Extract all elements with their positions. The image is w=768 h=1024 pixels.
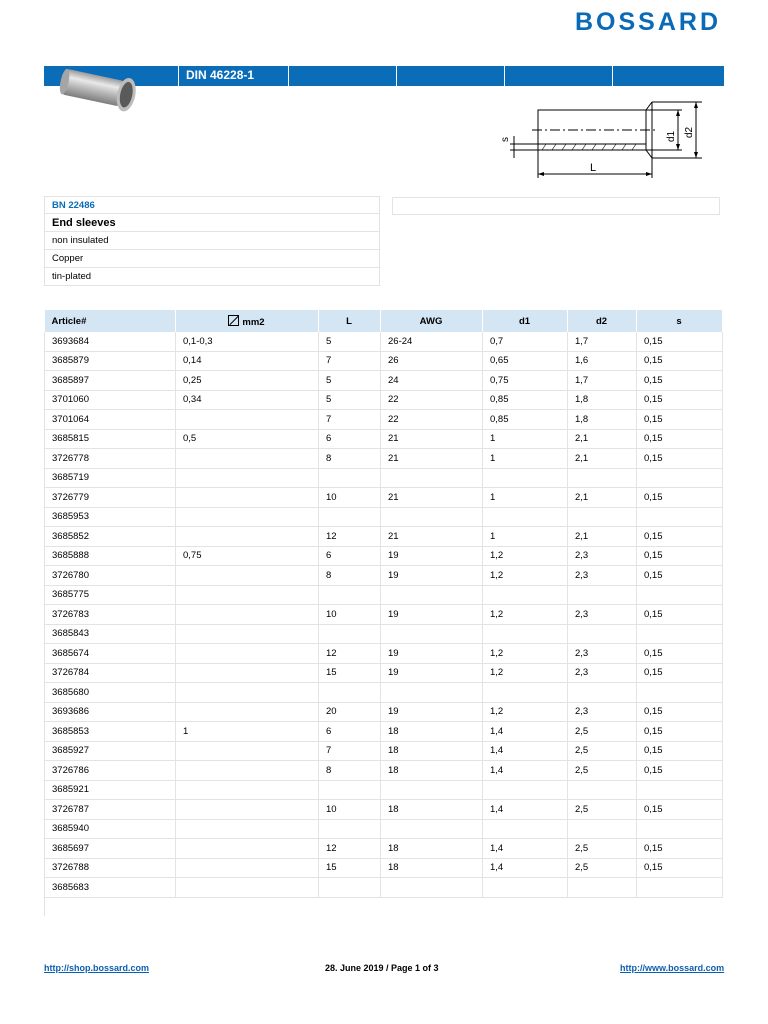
article-cell: 3685927 — [45, 741, 176, 761]
table-row — [45, 410, 723, 430]
s-cell: 0,15 — [637, 351, 723, 371]
shop-link[interactable]: http://shop.bossard.com — [44, 963, 150, 973]
table-row — [45, 390, 723, 410]
d2-cell: 2,5 — [568, 741, 637, 761]
article-cell: 3685853 — [45, 722, 176, 742]
article-cell: 3726788 — [45, 858, 176, 878]
awg-cell: 24 — [381, 371, 483, 391]
footer-left — [44, 963, 149, 973]
awg-cell: 18 — [381, 858, 483, 878]
cross-section-cell — [176, 663, 319, 683]
awg-cell: 21 — [381, 527, 483, 547]
d2-cell: 2,5 — [568, 858, 637, 878]
d2-cell — [568, 585, 637, 605]
awg-cell: 22 — [381, 390, 483, 410]
label-d2: d2 — [684, 126, 695, 138]
table-row — [45, 780, 723, 800]
table-row — [45, 449, 723, 469]
awg-cell: 19 — [381, 546, 483, 566]
product-photo — [54, 62, 144, 124]
cross-section-cell — [176, 488, 319, 508]
s-cell: 0,15 — [637, 488, 723, 508]
article-cell: 3693686 — [45, 702, 176, 722]
d1-cell: 1,2 — [483, 546, 568, 566]
length-cell — [319, 878, 381, 898]
article-cell: 3685940 — [45, 819, 176, 839]
standard-title: DIN 46228-1 — [186, 68, 255, 82]
awg-cell: 19 — [381, 605, 483, 625]
d1-cell: 0,7 — [483, 332, 568, 351]
d1-cell: 1,2 — [483, 566, 568, 586]
technical-drawing — [496, 96, 702, 188]
table-row — [45, 878, 723, 898]
bn-number: BN 22486 — [44, 196, 380, 214]
d2-cell: 2,3 — [568, 663, 637, 683]
awg-cell: 18 — [381, 761, 483, 781]
awg-cell — [381, 468, 483, 488]
d1-cell: 1,4 — [483, 858, 568, 878]
length-cell: 12 — [319, 527, 381, 547]
table-left-border — [44, 896, 45, 916]
d1-cell: 1 — [483, 429, 568, 449]
article-cell: 3693684 — [45, 332, 176, 351]
length-cell: 5 — [319, 332, 381, 351]
d1-cell: 1,4 — [483, 800, 568, 820]
d2-cell: 2,3 — [568, 702, 637, 722]
s-cell: 0,15 — [637, 449, 723, 469]
article-cell: 3685921 — [45, 780, 176, 800]
d2-cell — [568, 878, 637, 898]
cross-section-cell — [176, 819, 319, 839]
article-cell: 3726786 — [45, 761, 176, 781]
d2-cell — [568, 819, 637, 839]
table-row — [45, 624, 723, 644]
article-cell: 3685815 — [45, 429, 176, 449]
d1-cell: 0,65 — [483, 351, 568, 371]
table-row — [45, 702, 723, 722]
s-cell: 0,15 — [637, 702, 723, 722]
table-row — [45, 741, 723, 761]
article-table — [44, 310, 723, 898]
s-cell: 0,15 — [637, 566, 723, 586]
length-cell: 12 — [319, 839, 381, 859]
cross-section-cell: 0,5 — [176, 429, 319, 449]
d1-cell: 1,2 — [483, 702, 568, 722]
d1-cell: 0,75 — [483, 371, 568, 391]
col-article: Article# — [45, 310, 176, 332]
cross-section-cell — [176, 858, 319, 878]
article-cell: 3726783 — [45, 605, 176, 625]
table-row — [45, 761, 723, 781]
d2-cell: 2,3 — [568, 546, 637, 566]
awg-cell: 19 — [381, 644, 483, 664]
article-cell: 3726779 — [45, 488, 176, 508]
article-cell: 3685953 — [45, 507, 176, 527]
s-cell — [637, 683, 723, 703]
table-row — [45, 351, 723, 371]
cross-section-cell — [176, 780, 319, 800]
cross-section-cell: 0,25 — [176, 371, 319, 391]
awg-cell: 18 — [381, 741, 483, 761]
d2-cell: 2,1 — [568, 429, 637, 449]
d2-cell — [568, 780, 637, 800]
length-cell: 20 — [319, 702, 381, 722]
length-cell: 8 — [319, 761, 381, 781]
length-cell — [319, 780, 381, 800]
s-cell — [637, 780, 723, 800]
d2-cell: 1,8 — [568, 410, 637, 430]
d2-cell: 2,1 — [568, 488, 637, 508]
d1-cell — [483, 819, 568, 839]
s-cell: 0,15 — [637, 371, 723, 391]
s-cell: 0,15 — [637, 644, 723, 664]
cross-section-cell — [176, 468, 319, 488]
awg-cell: 21 — [381, 488, 483, 508]
d1-cell: 1,4 — [483, 761, 568, 781]
length-cell — [319, 683, 381, 703]
cross-section-cell — [176, 527, 319, 547]
d2-cell: 1,8 — [568, 390, 637, 410]
awg-cell — [381, 683, 483, 703]
s-cell: 0,15 — [637, 390, 723, 410]
s-cell — [637, 819, 723, 839]
awg-cell — [381, 819, 483, 839]
d2-cell: 2,5 — [568, 761, 637, 781]
table-row — [45, 585, 723, 605]
cross-section-cell — [176, 702, 319, 722]
awg-cell: 19 — [381, 702, 483, 722]
d2-cell: 1,7 — [568, 332, 637, 351]
length-cell — [319, 507, 381, 527]
cross-section-cell — [176, 761, 319, 781]
table-row — [45, 605, 723, 625]
d2-cell: 1,6 — [568, 351, 637, 371]
table-row — [45, 858, 723, 878]
d2-cell — [568, 624, 637, 644]
length-cell: 8 — [319, 566, 381, 586]
article-cell: 3685680 — [45, 683, 176, 703]
awg-cell: 22 — [381, 410, 483, 430]
awg-cell — [381, 585, 483, 605]
s-cell: 0,15 — [637, 527, 723, 547]
surface: tin-plated — [44, 268, 380, 286]
length-cell — [319, 624, 381, 644]
table-row — [45, 663, 723, 683]
length-cell: 15 — [319, 663, 381, 683]
s-cell — [637, 585, 723, 605]
d2-cell — [568, 507, 637, 527]
product-info — [44, 196, 380, 286]
s-cell — [637, 468, 723, 488]
col-L: L — [319, 310, 381, 332]
length-cell: 8 — [319, 449, 381, 469]
awg-cell — [381, 624, 483, 644]
d2-cell: 2,5 — [568, 800, 637, 820]
col-d1: d1 — [483, 310, 568, 332]
article-cell: 3726780 — [45, 566, 176, 586]
table-row — [45, 371, 723, 391]
article-cell: 3726784 — [45, 663, 176, 683]
awg-cell: 21 — [381, 429, 483, 449]
d2-cell: 2,3 — [568, 566, 637, 586]
table-row — [45, 527, 723, 547]
length-cell — [319, 585, 381, 605]
s-cell: 0,15 — [637, 663, 723, 683]
cross-section-cell — [176, 605, 319, 625]
table-row — [45, 819, 723, 839]
col-cross-section — [176, 310, 319, 332]
d1-cell: 1 — [483, 488, 568, 508]
s-cell: 0,15 — [637, 605, 723, 625]
material: Copper — [44, 250, 380, 268]
bossard-logo — [575, 8, 721, 37]
header-title-layer — [44, 66, 724, 86]
length-cell: 10 — [319, 605, 381, 625]
s-cell: 0,15 — [637, 741, 723, 761]
s-cell: 0,15 — [637, 858, 723, 878]
awg-cell: 26 — [381, 351, 483, 371]
awg-cell — [381, 878, 483, 898]
article-cell: 3726787 — [45, 800, 176, 820]
s-cell: 0,15 — [637, 429, 723, 449]
length-cell: 7 — [319, 741, 381, 761]
d1-cell: 1,2 — [483, 644, 568, 664]
d1-cell — [483, 624, 568, 644]
awg-cell: 26-24 — [381, 332, 483, 351]
length-cell: 6 — [319, 722, 381, 742]
insulation: non insulated — [44, 232, 380, 250]
length-cell: 5 — [319, 390, 381, 410]
awg-cell: 19 — [381, 566, 483, 586]
cross-section-cell: 0,34 — [176, 390, 319, 410]
d1-cell: 0,85 — [483, 410, 568, 430]
article-cell: 3685719 — [45, 468, 176, 488]
table-row — [45, 800, 723, 820]
table-row — [45, 839, 723, 859]
footer-page-info: 28. June 2019 / Page 1 of 3 — [325, 963, 439, 973]
s-cell — [637, 878, 723, 898]
table-row — [45, 488, 723, 508]
table-row — [45, 468, 723, 488]
length-cell: 12 — [319, 644, 381, 664]
table-row — [45, 566, 723, 586]
d2-cell: 2,3 — [568, 605, 637, 625]
table-row — [45, 546, 723, 566]
length-cell: 10 — [319, 488, 381, 508]
table-row — [45, 429, 723, 449]
s-cell: 0,15 — [637, 332, 723, 351]
article-cell: 3701064 — [45, 410, 176, 430]
table-body — [45, 332, 723, 897]
awg-cell: 19 — [381, 663, 483, 683]
cross-section-cell — [176, 410, 319, 430]
d1-cell — [483, 468, 568, 488]
d2-cell: 2,3 — [568, 644, 637, 664]
table-row — [45, 644, 723, 664]
label-s: s — [500, 137, 511, 142]
cross-section-icon — [228, 315, 239, 326]
cross-section-cell — [176, 878, 319, 898]
length-cell: 10 — [319, 800, 381, 820]
website-link[interactable]: http://www.bossard.com — [620, 963, 725, 973]
d1-cell: 1,2 — [483, 663, 568, 683]
d1-cell: 0,85 — [483, 390, 568, 410]
d1-cell — [483, 780, 568, 800]
length-cell: 5 — [319, 371, 381, 391]
d1-cell: 1,2 — [483, 605, 568, 625]
cross-section-unit: mm2 — [242, 316, 265, 328]
table-row — [45, 332, 723, 351]
d1-cell: 1,4 — [483, 839, 568, 859]
table-header-row — [45, 310, 723, 332]
cross-section-cell — [176, 624, 319, 644]
s-cell: 0,15 — [637, 410, 723, 430]
table-row — [45, 683, 723, 703]
awg-cell: 18 — [381, 839, 483, 859]
length-cell: 7 — [319, 351, 381, 371]
article-cell: 3685852 — [45, 527, 176, 547]
d2-cell: 2,5 — [568, 839, 637, 859]
col-AWG: AWG — [381, 310, 483, 332]
length-cell — [319, 468, 381, 488]
length-cell: 15 — [319, 858, 381, 878]
article-cell: 3685879 — [45, 351, 176, 371]
length-cell: 6 — [319, 429, 381, 449]
table-row — [45, 507, 723, 527]
logo-text: BOSSARD — [575, 8, 722, 36]
article-cell: 3685888 — [45, 546, 176, 566]
d2-cell: 2,5 — [568, 722, 637, 742]
empty-info-box — [392, 197, 720, 215]
s-cell — [637, 624, 723, 644]
cross-section-cell — [176, 800, 319, 820]
d2-cell — [568, 683, 637, 703]
cross-section-cell: 1 — [176, 722, 319, 742]
table-row — [45, 722, 723, 742]
cross-section-cell: 0,1-0,3 — [176, 332, 319, 351]
s-cell: 0,15 — [637, 546, 723, 566]
cross-section-cell — [176, 741, 319, 761]
label-L: L — [590, 162, 597, 174]
article-cell: 3685897 — [45, 371, 176, 391]
s-cell: 0,15 — [637, 800, 723, 820]
article-cell: 3685697 — [45, 839, 176, 859]
cross-section-cell: 0,14 — [176, 351, 319, 371]
d2-cell: 2,1 — [568, 449, 637, 469]
s-cell — [637, 507, 723, 527]
awg-cell: 18 — [381, 722, 483, 742]
cross-section-cell — [176, 507, 319, 527]
col-s: s — [637, 310, 723, 332]
d1-cell: 1,4 — [483, 722, 568, 742]
article-cell: 3685775 — [45, 585, 176, 605]
d1-cell: 1 — [483, 527, 568, 547]
awg-cell: 21 — [381, 449, 483, 469]
s-cell: 0,15 — [637, 722, 723, 742]
d1-cell — [483, 683, 568, 703]
label-d1: d1 — [666, 130, 677, 142]
article-cell: 3701060 — [45, 390, 176, 410]
awg-cell: 18 — [381, 800, 483, 820]
length-cell: 6 — [319, 546, 381, 566]
cross-section-cell — [176, 566, 319, 586]
d1-cell — [483, 507, 568, 527]
cross-section-cell — [176, 644, 319, 664]
d1-cell: 1,4 — [483, 741, 568, 761]
d1-cell — [483, 878, 568, 898]
article-cell: 3685674 — [45, 644, 176, 664]
s-cell: 0,15 — [637, 839, 723, 859]
cross-section-cell — [176, 839, 319, 859]
length-cell: 7 — [319, 410, 381, 430]
awg-cell — [381, 780, 483, 800]
cross-section-cell: 0,75 — [176, 546, 319, 566]
d1-cell — [483, 585, 568, 605]
s-cell: 0,15 — [637, 761, 723, 781]
product-name: End sleeves — [44, 214, 380, 232]
awg-cell — [381, 507, 483, 527]
cross-section-cell — [176, 585, 319, 605]
cross-section-cell — [176, 683, 319, 703]
d2-cell: 1,7 — [568, 371, 637, 391]
length-cell — [319, 819, 381, 839]
d2-cell: 2,1 — [568, 527, 637, 547]
col-d2: d2 — [568, 310, 637, 332]
cross-section-cell — [176, 449, 319, 469]
article-cell: 3685683 — [45, 878, 176, 898]
article-cell: 3726778 — [45, 449, 176, 469]
footer-right — [620, 963, 724, 973]
d2-cell — [568, 468, 637, 488]
d1-cell: 1 — [483, 449, 568, 469]
article-cell: 3685843 — [45, 624, 176, 644]
